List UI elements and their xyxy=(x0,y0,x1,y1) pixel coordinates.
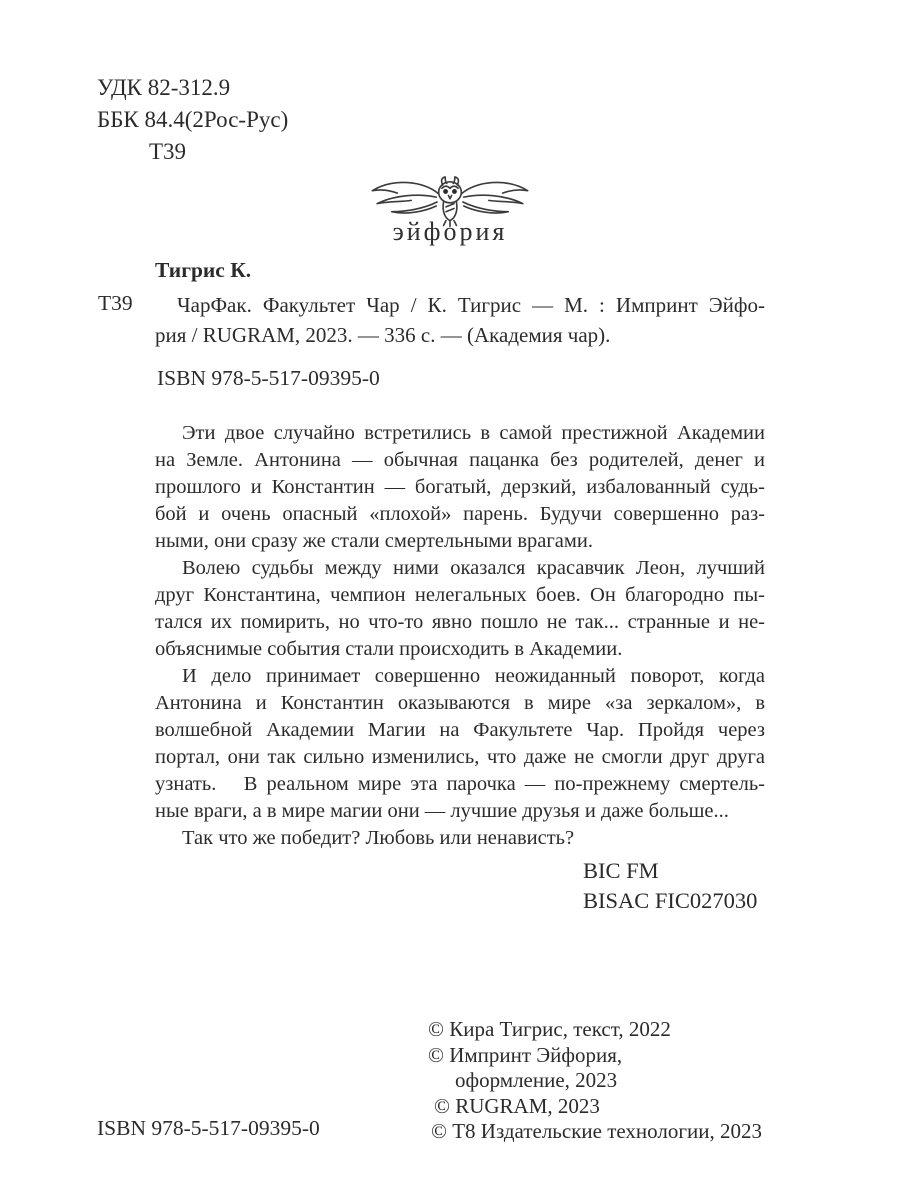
text-line: ными, они сразу же стали смертельными врагами. xyxy=(155,530,593,552)
udk-line: УДК 82-312.9 xyxy=(97,75,231,100)
text-line: © Т8 Издательские технологии, 2023 xyxy=(431,1119,762,1143)
text-line: Эти двое случайно встретились в самой престижной Академии xyxy=(182,422,765,444)
text-line: © RUGRAM, 2023 xyxy=(434,1093,600,1118)
text-line: Антонина и Константин оказываются в мире «за зеркалом», в xyxy=(155,692,765,714)
bic-code: BIC FM xyxy=(583,858,659,883)
annotation-paragraph xyxy=(155,555,765,663)
copyright-list xyxy=(428,1017,762,1145)
text-line: объяснимые события стали происходить в Академии. xyxy=(155,638,623,660)
text-line: И дело принимает совершенно неожиданный поворот, когда xyxy=(182,665,765,687)
text-line: друг Константина, чемпион нелегальных боев. Он благородно пы- xyxy=(155,584,765,606)
text-line: портал, они так сильно изменились, что даже не смогли друг друга xyxy=(155,746,765,768)
text-line: тался их помирить, но что-то явно пошло не так... странные и не- xyxy=(155,611,765,633)
text-line: ные враги, а в мире магии они — лучшие друзья и даже больше... xyxy=(155,800,729,822)
annotation-paragraph xyxy=(155,420,765,555)
text-line: волшебной Академии Магии на Факультете Чар. Пройдя через xyxy=(155,719,765,741)
logo-brand-text: эйфория xyxy=(392,217,508,246)
card-author: Тигрис К. xyxy=(155,258,252,282)
text-line: рия / RUGRAM, 2023. — 336 с. — (Академия чар). xyxy=(155,323,611,347)
text-line: Так что же победит? Любовь или ненависть? xyxy=(182,827,575,849)
author-sign-line: Т39 xyxy=(149,139,187,164)
text-line: Волею судьбы между ними оказался красавчик Леон, лучший xyxy=(182,557,765,579)
text-line: оформление, 2023 xyxy=(455,1068,618,1092)
text-line: © Кира Тигрис, текст, 2022 xyxy=(428,1017,671,1041)
bbk-line: ББК 84.4(2Рос-Рус) xyxy=(97,107,289,132)
annotation xyxy=(155,420,765,852)
catalog-codes xyxy=(97,72,288,168)
publisher-logo xyxy=(340,176,560,245)
text-line: узнать. В реальном мире эта парочка — по-прежнему смертель- xyxy=(155,773,765,795)
card-code: Т39 xyxy=(98,291,133,315)
text-line: прошлого и Константин — богатый, дерзкий, избалованный судь- xyxy=(155,476,765,498)
text-line: бой и очень опасный «плохой» парень. Будучи совершенно раз- xyxy=(155,503,765,525)
text-line: ЧарФак. Факультет Чар / К. Тигрис — М. : Импринт Эйфо- xyxy=(177,293,765,317)
card-description xyxy=(155,290,765,350)
annotation-paragraph xyxy=(155,825,765,852)
text-line: на Земле. Антонина — обычная пацанка без родителей, денег и xyxy=(155,449,765,471)
isbn-top: ISBN 978-5-517-09395-0 xyxy=(157,366,380,390)
classification-codes xyxy=(583,856,757,916)
bisac-code: BISAC FIC027030 xyxy=(583,888,758,913)
annotation-paragraph xyxy=(155,663,765,825)
isbn-bottom: ISBN 978-5-517-09395-0 xyxy=(97,1116,320,1140)
text-line: © Импринт Эйфория, xyxy=(428,1042,623,1067)
